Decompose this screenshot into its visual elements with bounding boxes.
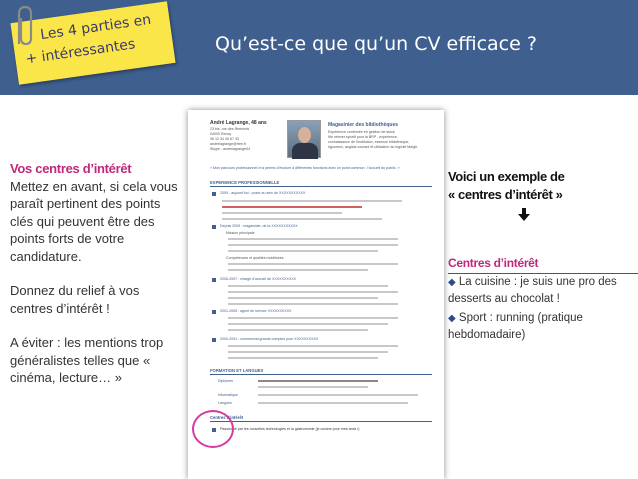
cv-job-5: 2000-2001 : commercial grands comptes pour XXXXXXXXXX — [220, 337, 319, 341]
left-panel — [10, 160, 180, 387]
left-paragraph-relief: Donnez du relief à vos centres d’intérêt ! — [10, 283, 140, 316]
sticky-note-line2: + intéressantes — [24, 36, 137, 68]
diamond-bullet-icon: ◆ — [448, 277, 456, 288]
left-paragraph-advice: Mettez en avant, si cela vous paraît pertinent des points clés qui peuvent être des points forts de votre candidature. — [10, 178, 178, 264]
cv-diplomes: Diplômes — [218, 379, 233, 383]
list-item: ◆ La cuisine : je suis une pro des desserts au chocolat ! — [448, 276, 617, 305]
cv-photo — [287, 120, 321, 158]
cv-job-2: Depuis 2009 : magasinier, de la XXXXXXXXXXX — [220, 224, 298, 228]
cv-section-interests: Centres d'intérêt — [210, 415, 432, 422]
example-title-line2: « centres d’intérêt » — [448, 187, 563, 202]
sticky-note-line1: Les 4 parties en — [39, 11, 153, 44]
left-paragraph-avoid: A éviter : les mentions trop généralistes telles que « cinéma, lecture… » — [10, 335, 164, 385]
cv-competences: Compétences et qualités mobilisées — [226, 256, 284, 260]
cv-interests-line: Passionné par les nouvelles technologies et la gastronomie (je cuisine pour mes amis !) — [220, 427, 360, 431]
cv-informatique: Informatique — [218, 393, 238, 397]
highlight-circle — [192, 410, 234, 448]
cv-job-title: Magasinier des bibliothèques — [328, 122, 399, 128]
left-panel-title: Vos centres d’intérêt — [10, 161, 132, 176]
cv-job-3: 2005-2007 : chargé d'accueil de XXXXXXXXXX — [220, 277, 297, 281]
cv-name: André Lagrange, 48 ans — [210, 120, 267, 126]
interests-list — [448, 274, 632, 346]
slide-title: Qu’est-ce que qu’un CV efficace ? — [215, 33, 537, 55]
paperclip-icon — [10, 4, 38, 50]
right-panel — [448, 168, 638, 341]
cv-mission: Mission principale — [226, 231, 255, 235]
example-title-line1: Voici un exemple de — [448, 169, 565, 184]
list-item: ◆ Sport : running (pratique hebdomadaire) — [448, 312, 583, 341]
cv-section-experience: EXPERIENCE PROFESSIONNELLE — [210, 180, 432, 187]
diamond-bullet-icon: ◆ — [448, 313, 456, 324]
cv-job-1: 2009 - aujourd'hui : poste au sein de XXXXXXXXXXX — [220, 191, 306, 195]
cv-job-bullet — [212, 192, 216, 196]
cv-section-formation: FORMATION ET LANGUES — [210, 368, 432, 375]
cv-document-preview — [188, 110, 444, 479]
arrow-down-icon — [518, 208, 530, 222]
cv-job-4: 2001-2005 : agent de service XXXXXXXXXX — [220, 309, 292, 313]
cv-summary: « Mon parcours professionnel m'a permis d'évoluer à différentes fonctions avec un point commun : l'accueil du public. » — [210, 166, 400, 170]
cv-langues: Langues — [218, 401, 232, 405]
cv-address: 23 bis, rue des Remords 04000 Rency 06 12 34 45 67 33 andrelagrange@free.fr Skype : andrelagrange04 — [210, 127, 251, 151]
interests-section-label: Centres d’intérêt — [448, 256, 638, 274]
cv-skills: Expérience confirmée en gestion de stock Me relever sportif pour la BRP - expérience, connaissance de l'institution, essence bibliothèque, rigoureux, anglais courant et utilisation du logiciel Maigh. — [328, 130, 419, 149]
